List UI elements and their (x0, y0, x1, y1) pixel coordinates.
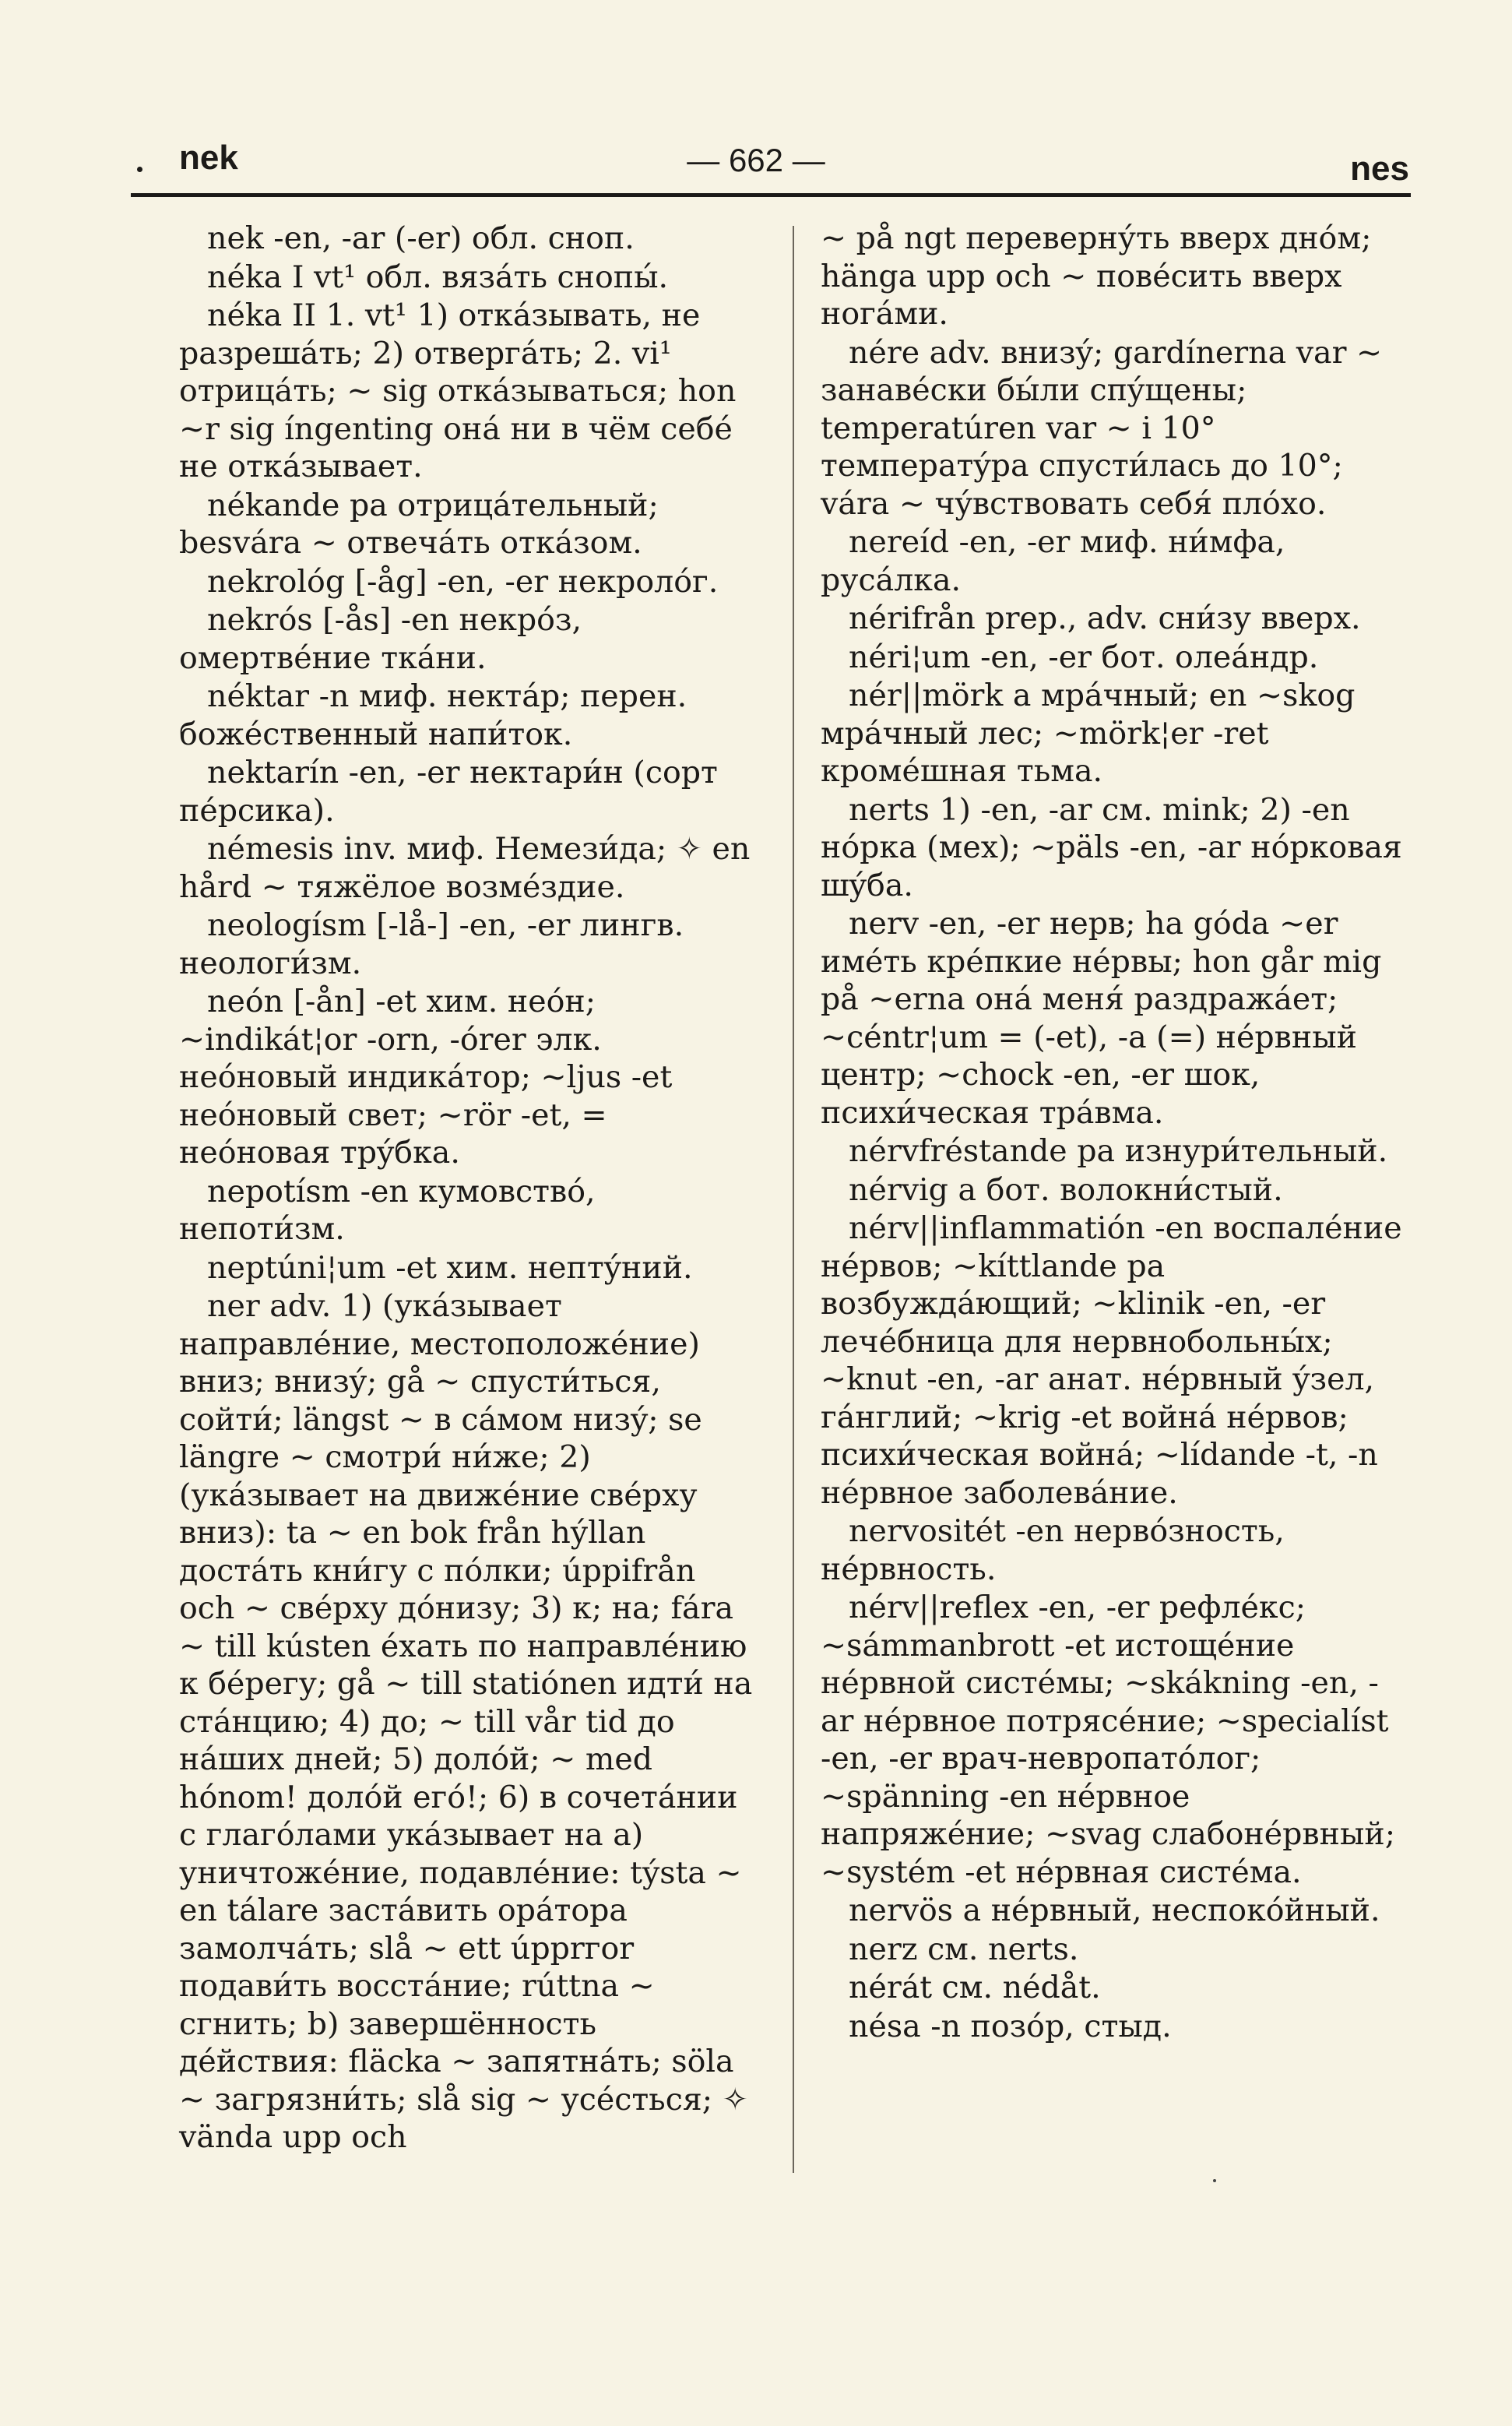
dictionary-entry: nésa -n позóр, стыд. (849, 2008, 1172, 2044)
dictionary-entry: nérvig а бот. волокни́стый. (849, 1171, 1283, 1208)
dictionary-entry: nekrós [-ås] -en некрóз, омертвéние ткáни. (179, 602, 582, 676)
dictionary-entry: nereíd -en, -er миф. ни́мфа, русáлка. (821, 524, 1285, 598)
dictionary-entry: nerz см. nerts. (849, 1931, 1079, 1967)
dictionary-entry: nerts 1) -en, -ar см. mink; 2) -en нóрка (мех); ~päls -en, -ar нóрковая шýба. (821, 791, 1402, 903)
dictionary-entry: néka I vt¹ обл. вязáть снопы́. (207, 259, 669, 295)
dictionary-entry: nérát см. nédåt. (849, 1970, 1101, 2005)
page-number: — 662 — (687, 142, 825, 178)
dictionary-entry: ner adv. 1) (укáзывает направлéние, местоположéние) вниз; внизý; gå ~ спусти́ться, сойти́; längst ~ в сáмом низý; se längre ~ смотри́ ни́же; 2) (укáзывает на движéние свéрху вниз): ta ~ en bok från hýllan достáть кни́гу с пóлки; úppifrån och ~ свéрху дóнизу; 3) к; на; fára ~ till kústen éхать по направлéнию к бéрегу; gå ~ till statiónen идти́ на стáнцию; 4) до; ~ till vår tid до нáших дней; 5) долóй; ~ med hónom! долóй егó!; 6) в сочетáнии с глагóлами укáзывает на а) уничтожéние, подавлéние: týsta ~ en tálare застáвить орáтора замолчáть; slå ~ ett úpprгor подави́ть восстáние; rúttna ~ сгнить; b) завершённость дéйствия: fläcka ~ запятнáть; söla ~ загрязни́ть; slå sig ~ усéсться; ✧ vända upp och (179, 1288, 753, 2155)
dictionary-entry: nére adv. внизý; gardínerna var ~ занавéски бы́ли спýщены; temperatúren var ~ i 10° температýра спусти́лась до 10°; vára ~ чýвствовать себя́ плóхо. (821, 334, 1383, 522)
left-column (179, 220, 757, 2157)
dictionary-entry: nervös а нéрвный, неспокóйный. (849, 1893, 1380, 1928)
dictionary-entry: nerv -en, -er нерв; ha góda ~er имéть крéпкие нéрвы; hon går mig på ~erna онá меня́ раздражáет; ~céntr¦um = (-et), -a (=) нéрвный центр; ~chock -en, -er шок, психи́ческая трáвма. (821, 906, 1382, 1131)
dictionary-entry: nek -en, -ar (-er) обл. сноп. (207, 220, 635, 256)
dictionary-entry: nektarín -en, -er нектари́н (сорт пéрсика). (179, 755, 718, 829)
dictionary-entry: nérifrån prep., adv. сни́зу вверх. (849, 600, 1361, 636)
right-column (821, 220, 1406, 2046)
dictionary-entry-continuation: ~ på ngt переверну́ть вверх днóм; hänga upp och ~ повéсить вверх ногáми. (821, 220, 1372, 332)
dictionary-entry: nepotísm -en кумовствó, непоти́зм. (179, 1173, 596, 1247)
header-left-guide-word: nek (179, 139, 238, 177)
dictionary-entry: néka II 1. vt¹ 1) откáзывать, не разрешáть; 2) отвергáть; 2. vi¹ отрицáть; ~ sig откáзываться; hon ~r sig íngenting онá ни в чём себé не откáзывает. (179, 298, 737, 484)
dictionary-entry: nervositét -en нервóзность, нéрвность. (821, 1513, 1285, 1587)
dictionary-entry: nérv||reflex -en, -er рефлéкс; ~sámmanbrott -et истощéние нéрвной систéмы; ~skákning -en, -ar нéрвное потрясéние; ~specialíst -en, -er врач-невропатóлог; ~spänning -en нéрвное напряжéние; ~svag слабонéрвный; ~systém -et нéрвная систéма. (821, 1590, 1396, 1890)
dictionary-entry: némesis inv. миф. Немези́да; ✧ en hård ~ тяжёлое возмéздие. (179, 831, 751, 905)
dictionary-entry: nekrológ [-åg] -en, -er некролóг. (207, 563, 719, 600)
paper-speck (1213, 2179, 1216, 2182)
dictionary-entry: néri¦um -en, -er бот. олеáндр. (849, 639, 1319, 675)
dictionary-entry: nér||mörk а мрáчный; en ~skog мрáчный лес; ~mörk¦er -ret кромéшная тьма. (821, 678, 1356, 789)
dictionary-entry: néktar -n миф. нектáр; перен. божéственный напи́ток. (179, 678, 687, 752)
dictionary-entry: nékande pa отрицáтельный; besvára ~ отвечáть откáзом. (179, 487, 659, 561)
dictionary-entry: neologísm [-lå-] -en, -er лингв. неологи́зм. (179, 907, 684, 981)
dictionary-entry: neptúni¦um -et хим. нептýний. (207, 1249, 693, 1286)
header-rule (131, 193, 1411, 197)
dictionary-entry: neón [-ån] -et хим. неóн; ~indikát¦or -orn, -órer элк. неóновый индикáтор; ~ljus -et неóновый свет; ~rör -et, = неóновая трýбка. (179, 984, 673, 1171)
dictionary-entry: nérv||inflammatión -en воспалéние нéрвов; ~kíttlande pa возбуждáющий; ~klinik -en, -er лечéбница для нервнобольны́х; ~knut -en, -ar анат. нéрвный ýзел, гáнглий; ~krig -et войнá нéрвов; психи́ческая войнá; ~lídande -t, -n нéрвное заболевáние. (821, 1210, 1402, 1511)
column-divider (793, 226, 794, 2173)
header-right-guide-word: nes (1350, 150, 1409, 188)
dictionary-entry: nérvfréstande pa изнури́тельный. (849, 1133, 1388, 1169)
